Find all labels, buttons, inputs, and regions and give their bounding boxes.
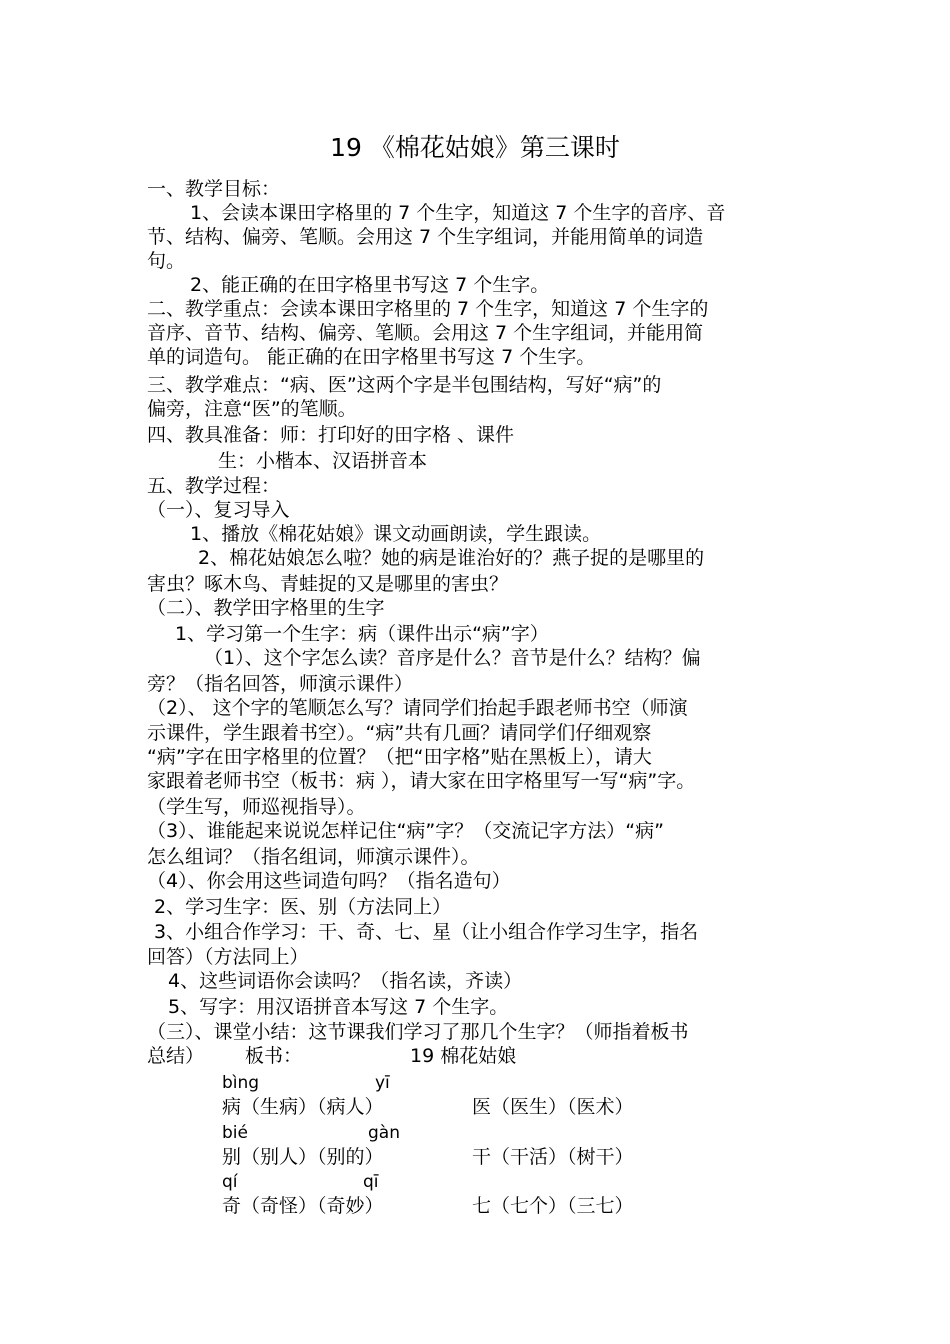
text-line: （学生写，师巡视指导）。 xyxy=(147,796,366,818)
board-pinyin: bié xyxy=(222,1123,248,1143)
board-pinyin: yī xyxy=(375,1073,390,1093)
text-line: 2、学习生字：医、别（方法同上） xyxy=(154,896,452,918)
text-line: 5、写字：用汉语拼音本写这 7 个生字。 xyxy=(168,996,509,1018)
board-pinyin: qí xyxy=(222,1172,238,1192)
text-line: 2、棉花姑娘怎么啦？她的病是谁治好的？燕子捉的是哪里的 xyxy=(198,547,705,569)
text-line: （3）、谁能起来说说怎样记住“病”字？（交流记字方法）“病” xyxy=(147,820,664,842)
text-line: 3、小组合作学习：干、奇、七、星（让小组合作学习生字，指名 xyxy=(154,921,699,943)
text-line: （2）、 这个字的笔顺怎么写？请同学们抬起手跟老师书空（师演 xyxy=(147,697,688,719)
text-line: 旁？（指名回答，师演示课件） xyxy=(147,673,414,695)
text-line: 2、能正确的在田字格里书写这 7 个生字。 xyxy=(190,274,550,296)
text-line: （4）、你会用这些词造句吗？（指名造句） xyxy=(147,870,511,892)
text-line: 怎么组词？（指名组词，师演示课件）。 xyxy=(147,846,480,868)
text-line: 1、播放《棉花姑娘》课文动画朗读，学生跟读。 xyxy=(190,523,602,545)
page-title: 19 《棉花姑娘》第三课时 xyxy=(330,133,620,162)
text-line: 1、学习第一个生字：病（课件出示“病”字） xyxy=(175,623,549,645)
board-pinyin: bìng xyxy=(222,1073,260,1093)
board-word-row: 干（干活）（树干） xyxy=(472,1146,634,1168)
text-line: 单的词造句。 能正确的在田字格里书写这 7 个生字。 xyxy=(147,346,596,368)
board-word-row: 别（别人）（别的） xyxy=(222,1146,384,1168)
text-line: 1、会读本课田字格里的 7 个生字，知道这 7 个生字的音序、音 xyxy=(190,202,726,224)
section-objectives-heading: 一、教学目标： xyxy=(147,178,281,200)
board-pinyin: qī xyxy=(363,1172,379,1192)
text-line: 句。 xyxy=(147,250,186,272)
section-key-points: 二、教学重点：会读本课田字格里的 7 个生字，知道这 7 个生字的 xyxy=(147,298,709,320)
text-line: （1）、这个字怎么读？音序是什么？音节是什么？结构？偏 xyxy=(204,647,701,669)
text-line: 总结） xyxy=(147,1045,205,1067)
text-line: 示课件，学生跟着书空）。“病”共有几画？请同学们仔细观察 xyxy=(147,722,652,744)
section-process-heading: 五、教学过程： xyxy=(147,475,281,497)
text-line: 家跟着老师书空（板书：病 ），请大家在田字格里写一写“病”字。 xyxy=(147,770,696,792)
text-line: 回答）（方法同上） xyxy=(147,946,309,968)
text-line: “病”字在田字格里的位置？（把“田字格”贴在黑板上），请大 xyxy=(147,746,652,768)
board-word-row: 病（生病）（病人） xyxy=(222,1096,384,1118)
board-pinyin: gàn xyxy=(368,1123,400,1143)
text-line: 生：小楷本、汉语拼音本 xyxy=(218,450,428,472)
text-line: 害虫？啄木鸟、青蛙捉的又是哪里的害虫？ xyxy=(147,573,509,595)
text-line: 4、这些词语你会读吗？（指名读，齐读） xyxy=(168,970,523,992)
board-label: 板书： xyxy=(245,1045,303,1067)
subsection-summary: （三）、课堂小结：这节课我们学习了那几个生字？（师指着板书 xyxy=(147,1021,689,1043)
text-line: 偏旁，注意“医”的笔顺。 xyxy=(147,398,357,420)
text-line: 音序、音节、结构、偏旁、笔顺。会用这 7 个生字组词，并能用简 xyxy=(147,322,704,344)
section-difficulties: 三、教学难点：“病、医”这两个字是半包围结构，写好“病”的 xyxy=(147,374,662,396)
text-line: 节、结构、偏旁、笔顺。会用这 7 个生字组词，并能用简单的词造 xyxy=(147,226,704,248)
board-word-row: 七（七个）（三七） xyxy=(472,1195,634,1217)
board-word-row: 医（医生）（医术） xyxy=(472,1096,634,1118)
board-word-row: 奇（奇怪）（奇妙） xyxy=(222,1195,384,1217)
subsection-teaching: （二）、教学田字格里的生字 xyxy=(147,597,385,619)
board-title: 19 棉花姑娘 xyxy=(410,1045,517,1067)
subsection-review: （一）、复习导入 xyxy=(147,499,290,521)
section-materials: 四、教具准备：师：打印好的田字格 、课件 xyxy=(147,424,515,446)
